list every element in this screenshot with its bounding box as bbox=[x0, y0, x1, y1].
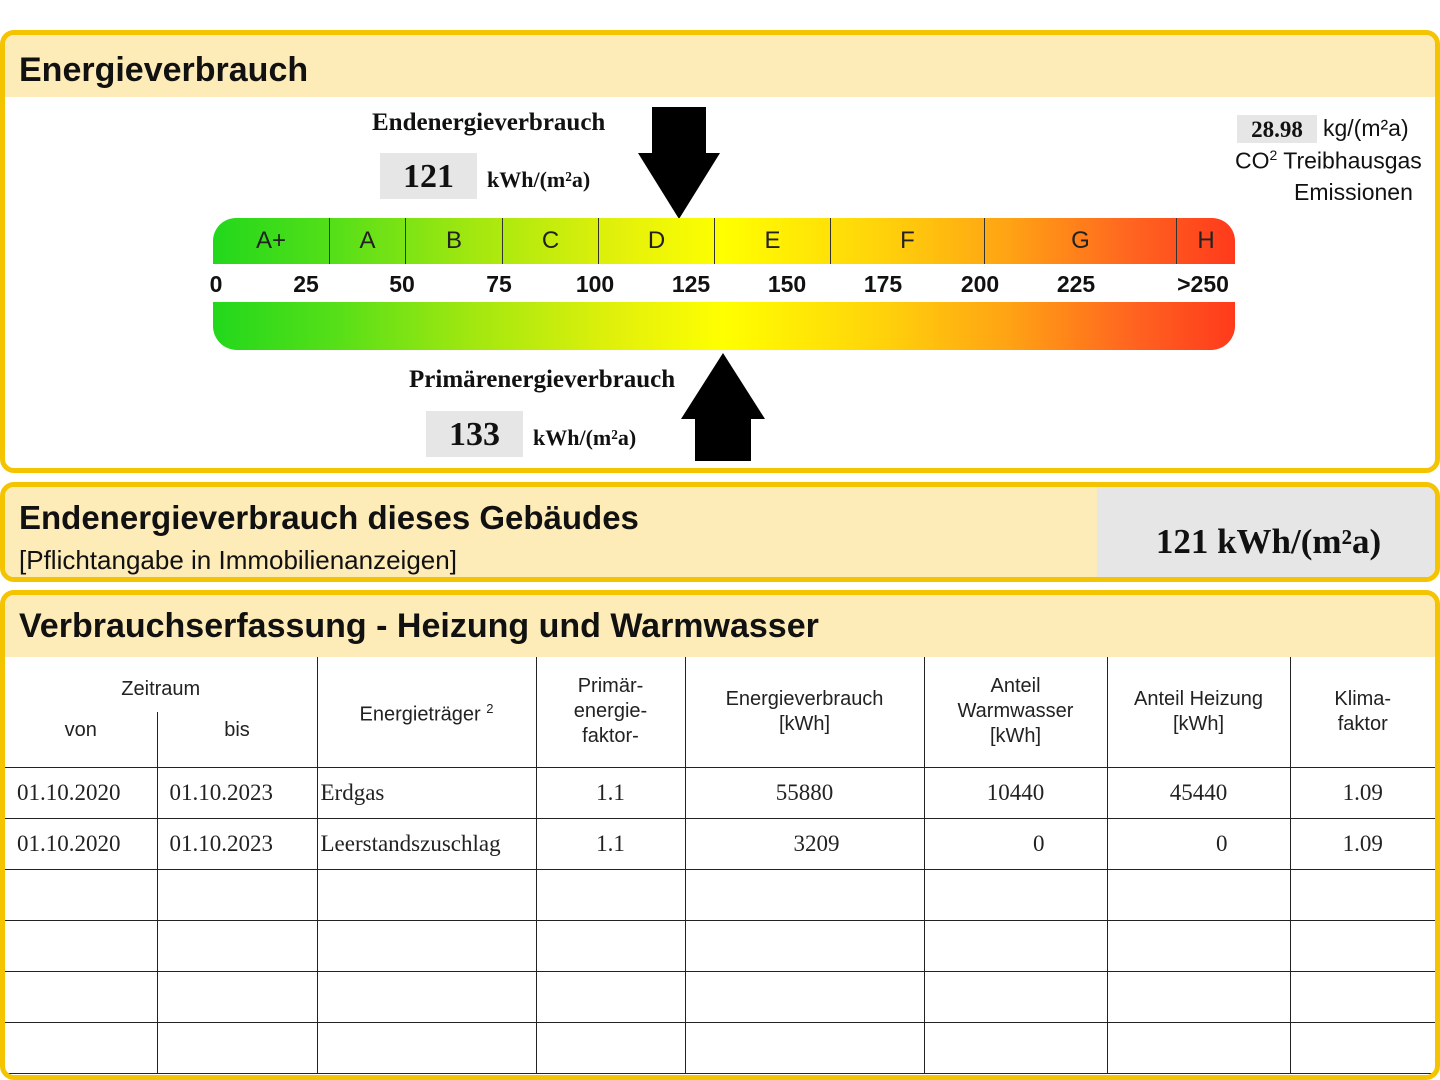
cell-warmwasser: 0 bbox=[924, 818, 1107, 869]
col-energietraeger bbox=[317, 657, 536, 767]
cell-faktor: 1.1 bbox=[536, 818, 685, 869]
cell-warmwasser bbox=[924, 920, 1107, 971]
gradient-scale bbox=[213, 302, 1235, 350]
cell-heizung bbox=[1107, 1022, 1290, 1073]
primary-energy-unit: kWh/(m²a) bbox=[533, 425, 637, 450]
col-warmwasser-line2: Warmwasser bbox=[957, 700, 1074, 723]
scale-tick: 0 bbox=[209, 271, 223, 297]
cell-von bbox=[5, 1022, 157, 1073]
cell-verbrauch: 3209 bbox=[685, 818, 924, 869]
cell-verbrauch bbox=[685, 971, 924, 1022]
col-warmwasser-line1: Anteil bbox=[990, 675, 1041, 698]
cell-von bbox=[5, 869, 157, 920]
cell-faktor: 1.1 bbox=[536, 767, 685, 818]
col-energieverbrauch-line1: Energieverbrauch bbox=[725, 687, 884, 710]
building-subtitle: [Pflichtangabe in Immobilienanzeigen] bbox=[19, 545, 457, 575]
cell-heizung bbox=[1107, 869, 1290, 920]
grade-b: B bbox=[406, 218, 503, 264]
col-bis: bis bbox=[157, 712, 317, 767]
cell-traeger bbox=[317, 1022, 536, 1073]
col-heizung-line2: [kWh] bbox=[1172, 712, 1225, 735]
end-energy-arrow-icon bbox=[638, 107, 720, 219]
cell-heizung bbox=[1107, 920, 1290, 971]
co2-unit: kg/(m²a) bbox=[1323, 115, 1409, 141]
col-primaerfaktor-line1: Primär- bbox=[577, 675, 644, 698]
cell-bis bbox=[157, 869, 317, 920]
cell-klima: 1.09 bbox=[1290, 818, 1435, 869]
consumption-table bbox=[5, 657, 1435, 1074]
cell-faktor bbox=[536, 869, 685, 920]
primary-energy-arrow-icon bbox=[681, 353, 765, 461]
cell-traeger bbox=[317, 920, 536, 971]
grade-d: D bbox=[599, 218, 715, 264]
col-warmwasser bbox=[924, 657, 1107, 767]
grade-f: F bbox=[831, 218, 985, 264]
cell-verbrauch bbox=[685, 1022, 924, 1073]
co2-label-suffix: Treibhausgas bbox=[1277, 147, 1422, 174]
grade-c: C bbox=[503, 218, 599, 264]
cell-von bbox=[5, 971, 157, 1022]
scale-tick: 125 bbox=[671, 271, 711, 297]
cell-von: 01.10.2020 bbox=[5, 767, 157, 818]
co2-label-prefix: CO bbox=[1235, 147, 1270, 174]
table-row bbox=[5, 971, 1435, 1022]
co2-value: 28.98 bbox=[1237, 115, 1317, 143]
cell-bis: 01.10.2023 bbox=[157, 767, 317, 818]
cell-warmwasser bbox=[924, 1022, 1107, 1073]
col-warmwasser-line3: [kWh] bbox=[989, 725, 1042, 748]
col-energietraeger-label: Energieträger bbox=[359, 703, 481, 726]
primary-energy-label: Primärenergieverbrauch bbox=[409, 366, 676, 393]
col-von: von bbox=[5, 712, 157, 767]
cell-verbrauch bbox=[685, 920, 924, 971]
co2-label-line2: Emissionen bbox=[1294, 179, 1413, 205]
cell-traeger bbox=[317, 971, 536, 1022]
building-value: 121 kWh/(m²a) bbox=[1097, 487, 1440, 577]
co2-label-sup: 2 bbox=[1269, 147, 1278, 163]
scale-tick: 50 bbox=[389, 271, 415, 297]
scale-tick: 175 bbox=[863, 271, 903, 297]
col-energietraeger-sup: 2 bbox=[486, 700, 494, 716]
cell-bis bbox=[157, 920, 317, 971]
cell-von bbox=[5, 920, 157, 971]
cell-klima: 1.09 bbox=[1290, 767, 1435, 818]
cell-warmwasser bbox=[924, 971, 1107, 1022]
end-energy-label: Endenergieverbrauch bbox=[372, 109, 606, 136]
cell-warmwasser: 10440 bbox=[924, 767, 1107, 818]
col-klimafaktor-line2: faktor bbox=[1337, 712, 1388, 735]
table-row bbox=[5, 869, 1435, 920]
cell-von: 01.10.2020 bbox=[5, 818, 157, 869]
cell-traeger: Erdgas bbox=[317, 767, 536, 818]
table-row bbox=[5, 920, 1435, 971]
scale-tick: 75 bbox=[486, 271, 512, 297]
cell-bis bbox=[157, 971, 317, 1022]
grade-a-plus: A+ bbox=[213, 218, 330, 264]
scale-tick: 100 bbox=[575, 271, 615, 297]
cell-verbrauch bbox=[685, 869, 924, 920]
scale-tick: 150 bbox=[767, 271, 807, 297]
table-row bbox=[5, 818, 1435, 869]
col-energieverbrauch bbox=[685, 657, 924, 767]
col-heizung-line1: Anteil Heizung bbox=[1134, 687, 1263, 710]
col-zeitraum: Zeitraum bbox=[5, 657, 317, 712]
table-header: Verbrauchserfassung - Heizung und Warmwasser bbox=[5, 595, 1435, 657]
col-klimafaktor bbox=[1290, 657, 1435, 767]
energy-header: Energieverbrauch bbox=[5, 35, 1435, 97]
grade-h: H bbox=[1197, 227, 1215, 254]
cell-faktor bbox=[536, 971, 685, 1022]
cell-faktor bbox=[536, 1022, 685, 1073]
col-primaerfaktor-line2: energie- bbox=[573, 700, 648, 723]
primary-energy-value: 133 bbox=[426, 411, 523, 457]
cell-traeger: Leerstandszuschlag bbox=[317, 818, 536, 869]
cell-heizung: 0 bbox=[1107, 818, 1290, 869]
cell-traeger bbox=[317, 869, 536, 920]
cell-bis: 01.10.2023 bbox=[157, 818, 317, 869]
table-row bbox=[5, 1022, 1435, 1073]
building-title: Endenergieverbrauch dieses Gebäudes bbox=[19, 499, 639, 536]
grade-g: G bbox=[985, 218, 1177, 264]
building-panel bbox=[0, 482, 1440, 582]
col-klimafaktor-line1: Klima- bbox=[1334, 687, 1392, 710]
cell-klima bbox=[1290, 869, 1435, 920]
col-primaerfaktor bbox=[536, 657, 685, 767]
end-energy-unit: kWh/(m²a) bbox=[487, 167, 591, 192]
scale-tick: 200 bbox=[960, 271, 1000, 297]
cell-heizung bbox=[1107, 971, 1290, 1022]
consumption-table-panel bbox=[0, 590, 1440, 1080]
cell-faktor bbox=[536, 920, 685, 971]
cell-klima bbox=[1290, 920, 1435, 971]
col-heizung bbox=[1107, 657, 1290, 767]
scale-tick: 25 bbox=[293, 271, 319, 297]
col-energieverbrauch-line2: [kWh] bbox=[778, 712, 831, 735]
cell-klima bbox=[1290, 1022, 1435, 1073]
scale-tick: 225 bbox=[1056, 271, 1096, 297]
scale-tick: >250 bbox=[1177, 271, 1229, 297]
efficiency-scale bbox=[213, 218, 1235, 264]
grade-e: E bbox=[715, 218, 831, 264]
cell-verbrauch: 55880 bbox=[685, 767, 924, 818]
col-primaerfaktor-line3: faktor- bbox=[582, 725, 639, 748]
cell-warmwasser bbox=[924, 869, 1107, 920]
cell-heizung: 45440 bbox=[1107, 767, 1290, 818]
grade-a: A bbox=[330, 218, 406, 264]
energy-panel bbox=[0, 30, 1440, 473]
co2-label bbox=[1235, 147, 1422, 175]
building-label-area bbox=[5, 487, 1097, 577]
end-energy-value: 121 bbox=[380, 153, 477, 199]
cell-bis bbox=[157, 1022, 317, 1073]
cell-klima bbox=[1290, 971, 1435, 1022]
table-row bbox=[5, 767, 1435, 818]
